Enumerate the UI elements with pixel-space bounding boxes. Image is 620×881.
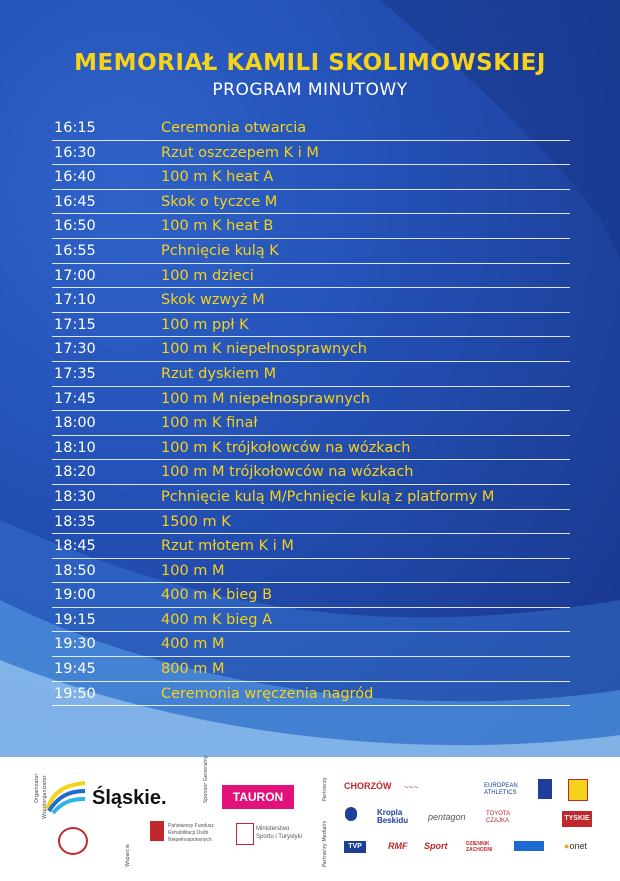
sponsor-strip bbox=[0, 757, 620, 881]
event-name: Rzut młotem K i M bbox=[161, 538, 294, 555]
event-time: 18:30 bbox=[54, 488, 96, 505]
label-support: Wsparcie bbox=[125, 844, 131, 867]
partner-drop-icon bbox=[345, 807, 357, 821]
event-time: 17:10 bbox=[54, 292, 96, 309]
table-row bbox=[52, 313, 570, 338]
ministry-emblem-icon bbox=[236, 823, 254, 845]
event-time: 18:10 bbox=[54, 439, 96, 456]
schedule-table bbox=[52, 116, 570, 706]
table-row bbox=[52, 288, 570, 313]
table-row bbox=[52, 214, 570, 239]
tyskie-logo: TYSKIE bbox=[562, 811, 592, 827]
slaskie-logo-icon bbox=[45, 779, 87, 815]
table-row bbox=[52, 682, 570, 707]
label-media: Partnerzy Medialni bbox=[322, 820, 328, 867]
event-time: 19:00 bbox=[54, 587, 96, 604]
kropla-beskidu-logo: Kropla Beskidu bbox=[377, 808, 409, 825]
event-name: Rzut dyskiem M bbox=[161, 365, 277, 382]
event-time: 17:35 bbox=[54, 365, 96, 382]
event-name: 100 m M bbox=[161, 562, 225, 579]
event-name: 100 m M niepełnosprawnych bbox=[161, 390, 370, 407]
event-name: 100 m dzieci bbox=[161, 267, 254, 284]
table-row bbox=[52, 632, 570, 657]
event-name: 400 m K bieg B bbox=[161, 587, 273, 604]
onet-logo-text: onet bbox=[569, 841, 587, 851]
pfron-logo: Państwowy Fundusz Rehabilitacji Osób Niepełnosprawnych bbox=[168, 823, 214, 843]
rmf-logo: RMF bbox=[388, 841, 408, 851]
event-name: 100 m K niepełnosprawnych bbox=[161, 341, 367, 358]
event-name: 1500 m K bbox=[161, 513, 231, 530]
event-time: 16:15 bbox=[54, 120, 96, 136]
partner-badge-icon bbox=[538, 779, 552, 799]
event-name: Ceremonia otwarcia bbox=[161, 120, 307, 136]
table-row bbox=[52, 608, 570, 633]
onet-logo bbox=[564, 841, 587, 851]
sport-logo: Sport bbox=[424, 841, 448, 851]
chorzow-logo: CHORZÓW bbox=[344, 781, 392, 791]
pfron-icon bbox=[150, 821, 164, 841]
table-row bbox=[52, 116, 570, 141]
onet-dot-icon: ● bbox=[564, 841, 570, 851]
event-name: 100 m K heat A bbox=[161, 169, 274, 186]
partner-signature-logo: ~~~ bbox=[404, 783, 419, 792]
label-co-organizer: Współorganizator bbox=[42, 775, 48, 819]
table-row bbox=[52, 583, 570, 608]
european-athletics-logo: EUROPEAN ATHLETICS bbox=[484, 783, 518, 796]
table-row bbox=[52, 485, 570, 510]
event-name: 100 m ppł K bbox=[161, 316, 249, 333]
partner-crest-icon bbox=[568, 779, 588, 801]
event-name: Skok wzwyż M bbox=[161, 292, 265, 309]
event-time: 18:20 bbox=[54, 464, 96, 481]
table-row bbox=[52, 387, 570, 412]
table-row bbox=[52, 141, 570, 166]
label-organizer: Organizator bbox=[34, 773, 40, 803]
table-row bbox=[52, 362, 570, 387]
tauron-logo: TAURON bbox=[222, 785, 294, 809]
ministry-logo: Ministerstwo Sportu i Turystyki bbox=[256, 826, 303, 840]
table-row bbox=[52, 534, 570, 559]
table-row bbox=[52, 264, 570, 289]
event-time: 16:50 bbox=[54, 218, 96, 235]
table-row bbox=[52, 337, 570, 362]
event-time: 17:00 bbox=[54, 267, 96, 284]
event-time: 19:45 bbox=[54, 661, 96, 678]
table-row bbox=[52, 436, 570, 461]
table-row bbox=[52, 657, 570, 682]
event-name: 100 m K trójkołowców na wózkach bbox=[161, 439, 411, 456]
event-name: Ceremonia wręczenia nagród bbox=[161, 685, 374, 702]
table-row bbox=[52, 460, 570, 485]
event-time: 18:35 bbox=[54, 513, 96, 530]
event-time: 17:45 bbox=[54, 390, 96, 407]
event-time: 16:30 bbox=[54, 144, 96, 161]
label-partners: Partnerzy bbox=[322, 777, 328, 801]
event-time: 19:30 bbox=[54, 636, 96, 653]
table-row bbox=[52, 411, 570, 436]
event-name: 400 m M bbox=[161, 636, 225, 653]
table-row bbox=[52, 239, 570, 264]
table-row bbox=[52, 559, 570, 584]
event-time: 16:55 bbox=[54, 242, 96, 259]
event-name: 100 m K heat B bbox=[161, 218, 274, 235]
event-time: 16:40 bbox=[54, 169, 96, 186]
event-name: 800 m M bbox=[161, 661, 225, 678]
dziennik-zachodni-logo: DZIENNIK ZACHODNI bbox=[466, 841, 493, 853]
label-sponsor: Sponsor Generalny bbox=[203, 755, 209, 803]
event-time: 16:45 bbox=[54, 193, 96, 210]
table-row bbox=[52, 190, 570, 215]
slaskie-logo-text: Śląskie. bbox=[92, 787, 167, 809]
event-name: Skok o tyczce M bbox=[161, 193, 278, 210]
page-title: MEMORIAŁ KAMILI SKOLIMOWSKIEJ bbox=[74, 50, 546, 76]
media-partner-badge-icon bbox=[514, 841, 544, 851]
event-time: 17:15 bbox=[54, 316, 96, 333]
event-name: Pchnięcie kulą K bbox=[161, 242, 279, 259]
event-time: 18:00 bbox=[54, 415, 96, 432]
event-time: 18:50 bbox=[54, 562, 96, 579]
event-time: 19:15 bbox=[54, 611, 96, 628]
event-time: 17:30 bbox=[54, 341, 96, 358]
organizer-club-icon bbox=[58, 827, 88, 855]
page-subtitle: PROGRAM MINUTOWY bbox=[212, 80, 408, 100]
event-name: 100 m K finał bbox=[161, 415, 258, 432]
table-row bbox=[52, 510, 570, 535]
event-name: Pchnięcie kulą M/Pchnięcie kulą z platformy M bbox=[161, 488, 495, 505]
event-time: 18:45 bbox=[54, 538, 96, 555]
event-name: Rzut oszczepem K i M bbox=[161, 144, 319, 161]
toyota-logo: TOYOTA CZAJKA bbox=[486, 811, 510, 824]
event-time: 19:50 bbox=[54, 685, 96, 702]
table-row bbox=[52, 165, 570, 190]
event-name: 100 m M trójkołowców na wózkach bbox=[161, 464, 414, 481]
event-name: 400 m K bieg A bbox=[161, 611, 273, 628]
pentagon-logo: pentagon bbox=[428, 812, 466, 822]
tvp-logo: TVP bbox=[344, 841, 366, 853]
